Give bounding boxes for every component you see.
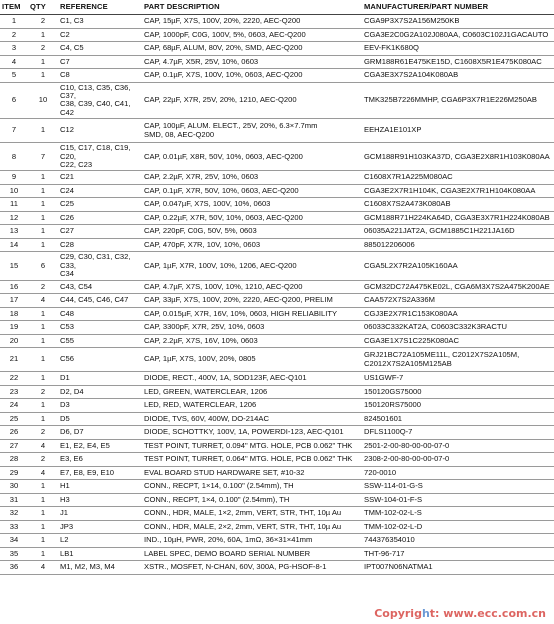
manufacturer-part-cell: 2308-2-00-80-00-00-07-0 — [362, 453, 554, 467]
qty-cell: 1 — [28, 493, 58, 507]
manufacturer-part-cell: US1GWF-7 — [362, 372, 554, 386]
item-cell: 5 — [0, 69, 28, 83]
item-cell: 15 — [0, 252, 28, 280]
table-row — [0, 547, 554, 561]
qty-cell: 4 — [28, 439, 58, 453]
bom-body — [0, 15, 554, 575]
part-description-cell: DIODE, RECT., 400V, 1A, SOD123F, AEC-Q101 — [142, 372, 362, 386]
table-row — [0, 321, 554, 335]
qty-cell: 10 — [28, 82, 58, 119]
reference-cell: D5 — [58, 412, 142, 426]
table-row — [0, 466, 554, 480]
item-cell: 9 — [0, 171, 28, 185]
reference-cell: C21 — [58, 171, 142, 185]
part-description-cell: CONN., RECPT, 1×14, 0.100" (2.54mm), TH — [142, 480, 362, 494]
part-description-cell: TEST POINT, TURRET, 0.094" MTG. HOLE, PCB 0.062" THK — [142, 439, 362, 453]
qty-cell: 1 — [28, 307, 58, 321]
manufacturer-part-cell: C1608X7S2A473K080AB — [362, 198, 554, 212]
header-item: ITEM — [0, 0, 28, 15]
table-row — [0, 55, 554, 69]
part-description-cell: CAP, 2.2µF, X7S, 16V, 10%, 0603 — [142, 334, 362, 348]
reference-cell: JP3 — [58, 520, 142, 534]
item-cell: 6 — [0, 82, 28, 119]
part-description-cell: IND., 10µH, PWR, 20%, 60A, 1mΩ, 36×31×41mm — [142, 534, 362, 548]
reference-cell: C29, C30, C31, C32, C33, C34 — [58, 252, 142, 280]
qty-cell: 1 — [28, 321, 58, 335]
reference-cell: E1, E2, E4, E5 — [58, 439, 142, 453]
manufacturer-part-cell: CGJ3E2X7R1C153K080AA — [362, 307, 554, 321]
table-row — [0, 534, 554, 548]
manufacturer-part-cell: CAA572X7S2A336M — [362, 294, 554, 308]
part-description-cell: CAP, 1µF, X7R, 100V, 10%, 1206, AEC-Q200 — [142, 252, 362, 280]
manufacturer-part-cell: EEV-FK1K680Q — [362, 42, 554, 56]
part-description-cell: CAP, 0.047µF, X7S, 100V, 10%, 0603 — [142, 198, 362, 212]
manufacturer-part-cell: 06033C332KAT2A, C0603C332K3RACTU — [362, 321, 554, 335]
qty-cell: 1 — [28, 238, 58, 252]
manufacturer-part-cell: GCM188R91H103KA37D, CGA3E2X8R1H103K080AA — [362, 143, 554, 171]
part-description-cell: CAP, 1000pF, C0G, 100V, 5%, 0603, AEC-Q200 — [142, 28, 362, 42]
reference-cell: C25 — [58, 198, 142, 212]
reference-cell: C44, C45, C46, C47 — [58, 294, 142, 308]
table-row — [0, 211, 554, 225]
reference-cell: C12 — [58, 119, 142, 143]
qty-cell: 4 — [28, 294, 58, 308]
qty-cell: 2 — [28, 15, 58, 29]
part-description-cell: CONN., HDR, MALE, 1×2, 2mm, VERT, STR, THT, 10µ Au — [142, 507, 362, 521]
table-row — [0, 143, 554, 171]
table-row — [0, 307, 554, 321]
qty-cell: 1 — [28, 198, 58, 212]
manufacturer-part-cell: THT-96-717 — [362, 547, 554, 561]
part-description-cell: DIODE, SCHOTTKY, 100V, 1A, POWERDI-123, AEC-Q101 — [142, 426, 362, 440]
item-cell: 36 — [0, 561, 28, 575]
qty-cell: 7 — [28, 143, 58, 171]
table-row — [0, 520, 554, 534]
reference-cell: D3 — [58, 399, 142, 413]
item-cell: 14 — [0, 238, 28, 252]
table-row — [0, 507, 554, 521]
qty-cell: 1 — [28, 412, 58, 426]
reference-cell: C43, C54 — [58, 280, 142, 294]
manufacturer-part-cell: 150120RS75000 — [362, 399, 554, 413]
qty-cell: 1 — [28, 480, 58, 494]
item-cell: 17 — [0, 294, 28, 308]
part-description-cell: EVAL BOARD STUD HARDWARE SET, #10-32 — [142, 466, 362, 480]
item-cell: 2 — [0, 28, 28, 42]
reference-cell: C56 — [58, 348, 142, 372]
reference-cell: C24 — [58, 184, 142, 198]
item-cell: 33 — [0, 520, 28, 534]
table-row — [0, 15, 554, 29]
table-row — [0, 453, 554, 467]
watermark-text-right: t: www.ecc.com.cn — [429, 607, 546, 620]
item-cell: 1 — [0, 15, 28, 29]
part-description-cell: CAP, 0.1µF, X7R, 50V, 10%, 0603, AEC-Q200 — [142, 184, 362, 198]
part-description-cell: CAP, 33µF, X7S, 100V, 20%, 2220, AEC-Q200, PRELIM — [142, 294, 362, 308]
watermark-text-mid: h — [421, 607, 430, 620]
qty-cell: 2 — [28, 42, 58, 56]
manufacturer-part-cell: DFLS1100Q-7 — [362, 426, 554, 440]
item-cell: 10 — [0, 184, 28, 198]
item-cell: 19 — [0, 321, 28, 335]
reference-cell: C15, C17, C18, C19, C20, C22, C23 — [58, 143, 142, 171]
manufacturer-part-cell: 885012206006 — [362, 238, 554, 252]
manufacturer-part-cell: GCM32DC72A475KE02L, CGA6M3X7S2A475K200AE — [362, 280, 554, 294]
reference-cell: D2, D4 — [58, 385, 142, 399]
item-cell: 25 — [0, 412, 28, 426]
manufacturer-part-cell: 06035A221JAT2A, GCM1885C1H221JA16D — [362, 225, 554, 239]
watermark-text-left: Copyrig — [374, 607, 422, 620]
item-cell: 16 — [0, 280, 28, 294]
qty-cell: 1 — [28, 211, 58, 225]
manufacturer-part-cell: CGA9P3X7S2A156M250KB — [362, 15, 554, 29]
item-cell: 11 — [0, 198, 28, 212]
reference-cell: C10, C13, C35, C36, C37, C38, C39, C40, C41, C42 — [58, 82, 142, 119]
header-part-description: PART DESCRIPTION — [142, 0, 362, 15]
part-description-cell: XSTR., MOSFET, N-CHAN, 60V, 300A, PG-HSOF-8-1 — [142, 561, 362, 575]
manufacturer-part-cell: CGA3E1X7S1C225K080AC — [362, 334, 554, 348]
item-cell: 13 — [0, 225, 28, 239]
table-row — [0, 184, 554, 198]
qty-cell: 1 — [28, 334, 58, 348]
part-description-cell: CAP, 3300pF, X7R, 25V, 10%, 0603 — [142, 321, 362, 335]
manufacturer-part-cell: SSW-104-01-F-S — [362, 493, 554, 507]
table-row — [0, 28, 554, 42]
reference-cell: C55 — [58, 334, 142, 348]
qty-cell: 4 — [28, 466, 58, 480]
part-description-cell: CAP, 0.22µF, X7R, 50V, 10%, 0603, AEC-Q200 — [142, 211, 362, 225]
part-description-cell: CAP, 2.2µF, X7R, 25V, 10%, 0603 — [142, 171, 362, 185]
table-row — [0, 171, 554, 185]
reference-cell: E3, E6 — [58, 453, 142, 467]
table-row — [0, 294, 554, 308]
reference-cell: H1 — [58, 480, 142, 494]
item-cell: 35 — [0, 547, 28, 561]
qty-cell: 1 — [28, 69, 58, 83]
reference-cell: C7 — [58, 55, 142, 69]
qty-cell: 2 — [28, 385, 58, 399]
header-qty: QTY — [28, 0, 58, 15]
table-row — [0, 238, 554, 252]
part-description-cell: CAP, 68µF, ALUM, 80V, 20%, SMD, AEC-Q200 — [142, 42, 362, 56]
reference-cell: C26 — [58, 211, 142, 225]
manufacturer-part-cell: 824501601 — [362, 412, 554, 426]
item-cell: 32 — [0, 507, 28, 521]
table-row — [0, 561, 554, 575]
manufacturer-part-cell: 744376354010 — [362, 534, 554, 548]
reference-cell: C28 — [58, 238, 142, 252]
part-description-cell: LED, GREEN, WATERCLEAR, 1206 — [142, 385, 362, 399]
reference-cell: C2 — [58, 28, 142, 42]
item-cell: 30 — [0, 480, 28, 494]
item-cell: 27 — [0, 439, 28, 453]
qty-cell: 1 — [28, 119, 58, 143]
item-cell: 34 — [0, 534, 28, 548]
part-description-cell: CAP, 4.7µF, X7S, 100V, 10%, 1210, AEC-Q200 — [142, 280, 362, 294]
reference-cell: C48 — [58, 307, 142, 321]
reference-cell: H3 — [58, 493, 142, 507]
manufacturer-part-cell: CGA5L2X7R2A105K160AA — [362, 252, 554, 280]
part-description-cell: DIODE, TVS, 60V, 400W, DO-214AC — [142, 412, 362, 426]
item-cell: 24 — [0, 399, 28, 413]
part-description-cell: CAP, 15µF, X7S, 100V, 20%, 2220, AEC-Q200 — [142, 15, 362, 29]
part-description-cell: CONN., RECPT, 1×4, 0.100" (2.54mm), TH — [142, 493, 362, 507]
item-cell: 23 — [0, 385, 28, 399]
table-row — [0, 399, 554, 413]
reference-cell: M1, M2, M3, M4 — [58, 561, 142, 575]
header-row — [0, 0, 554, 15]
table-row — [0, 439, 554, 453]
manufacturer-part-cell: 720-0010 — [362, 466, 554, 480]
qty-cell: 1 — [28, 520, 58, 534]
part-description-cell: TEST POINT, TURRET, 0.064" MTG. HOLE, PCB 0.062" THK — [142, 453, 362, 467]
item-cell: 29 — [0, 466, 28, 480]
table-row — [0, 426, 554, 440]
qty-cell: 1 — [28, 534, 58, 548]
manufacturer-part-cell: 2501-2-00-80-00-00-07-0 — [362, 439, 554, 453]
qty-cell: 2 — [28, 453, 58, 467]
qty-cell: 2 — [28, 426, 58, 440]
item-cell: 31 — [0, 493, 28, 507]
table-row — [0, 82, 554, 119]
part-description-cell: CAP, 0.015µF, X7R, 16V, 10%, 0603, HIGH RELIABILITY — [142, 307, 362, 321]
table-row — [0, 334, 554, 348]
item-cell: 18 — [0, 307, 28, 321]
table-row — [0, 198, 554, 212]
header-reference: REFERENCE — [58, 0, 142, 15]
table-row — [0, 69, 554, 83]
qty-cell: 1 — [28, 55, 58, 69]
qty-cell: 1 — [28, 184, 58, 198]
reference-cell: C53 — [58, 321, 142, 335]
qty-cell: 1 — [28, 372, 58, 386]
item-cell: 8 — [0, 143, 28, 171]
reference-cell: D1 — [58, 372, 142, 386]
manufacturer-part-cell: CGA3E3X7S2A104K080AB — [362, 69, 554, 83]
table-row — [0, 412, 554, 426]
table-row — [0, 280, 554, 294]
header-manufacturer: MANUFACTURER/PART NUMBER — [362, 0, 554, 15]
item-cell: 3 — [0, 42, 28, 56]
table-row — [0, 119, 554, 143]
table-row — [0, 225, 554, 239]
reference-cell: C8 — [58, 69, 142, 83]
qty-cell: 1 — [28, 507, 58, 521]
qty-cell: 4 — [28, 561, 58, 575]
manufacturer-part-cell: CGA3E2X7R1H104K, CGA3E2X7R1H104K080AA — [362, 184, 554, 198]
qty-cell: 1 — [28, 399, 58, 413]
qty-cell: 1 — [28, 547, 58, 561]
part-description-cell: CAP, 220pF, C0G, 50V, 5%, 0603 — [142, 225, 362, 239]
part-description-cell: CAP, 0.1µF, X7S, 100V, 10%, 0603, AEC-Q200 — [142, 69, 362, 83]
reference-cell: C27 — [58, 225, 142, 239]
item-cell: 7 — [0, 119, 28, 143]
table-row — [0, 480, 554, 494]
item-cell: 4 — [0, 55, 28, 69]
manufacturer-part-cell: TMM-102-02-L-S — [362, 507, 554, 521]
manufacturer-part-cell: TMK325B7226MMHP, CGA6P3X7R1E226M250AB — [362, 82, 554, 119]
manufacturer-part-cell: CGA3E2C0G2A102J080AA, C0603C102J1GACAUTO — [362, 28, 554, 42]
reference-cell: L2 — [58, 534, 142, 548]
part-description-cell: CAP, 4.7µF, X5R, 25V, 10%, 0603 — [142, 55, 362, 69]
manufacturer-part-cell: IPT007N06NATMA1 — [362, 561, 554, 575]
part-description-cell: CAP, 470pF, X7R, 10V, 10%, 0603 — [142, 238, 362, 252]
item-cell: 26 — [0, 426, 28, 440]
manufacturer-part-cell: GRM188R61E475KE15D, C1608X5R1E475K080AC — [362, 55, 554, 69]
manufacturer-part-cell: GCM188R71H224KA64D, CGA3E3X7R1H224K080AB — [362, 211, 554, 225]
item-cell: 12 — [0, 211, 28, 225]
reference-cell: J1 — [58, 507, 142, 521]
part-description-cell: CAP, 1µF, X7S, 100V, 20%, 0805 — [142, 348, 362, 372]
qty-cell: 1 — [28, 225, 58, 239]
manufacturer-part-cell: GRJ21BC72A105ME11L, C2012X7S2A105M, C2012X7S2A105M125AB — [362, 348, 554, 372]
manufacturer-part-cell: TMM-102-02-L-D — [362, 520, 554, 534]
manufacturer-part-cell: 150120GS75000 — [362, 385, 554, 399]
reference-cell: C1, C3 — [58, 15, 142, 29]
reference-cell: D6, D7 — [58, 426, 142, 440]
item-cell: 21 — [0, 348, 28, 372]
table-row — [0, 252, 554, 280]
part-description-cell: CAP, 100µF, ALUM. ELECT., 25V, 20%, 6.3×7.7mm SMD, 08, AEC-Q200 — [142, 119, 362, 143]
part-description-cell: CAP, 22µF, X7R, 25V, 20%, 1210, AEC-Q200 — [142, 82, 362, 119]
table-row — [0, 493, 554, 507]
reference-cell: LB1 — [58, 547, 142, 561]
reference-cell: C4, C5 — [58, 42, 142, 56]
item-cell: 20 — [0, 334, 28, 348]
manufacturer-part-cell: EEHZA1E101XP — [362, 119, 554, 143]
table-row — [0, 372, 554, 386]
reference-cell: E7, E8, E9, E10 — [58, 466, 142, 480]
table-row — [0, 348, 554, 372]
qty-cell: 6 — [28, 252, 58, 280]
qty-cell: 1 — [28, 28, 58, 42]
part-description-cell: CAP, 0.01µF, X8R, 50V, 10%, 0603, AEC-Q200 — [142, 143, 362, 171]
item-cell: 28 — [0, 453, 28, 467]
part-description-cell: LABEL SPEC, DEMO BOARD SERIAL NUMBER — [142, 547, 362, 561]
table-row — [0, 385, 554, 399]
item-cell: 22 — [0, 372, 28, 386]
qty-cell: 1 — [28, 171, 58, 185]
part-description-cell: CONN., HDR, MALE, 2×2, 2mm, VERT, STR, THT, 10µ Au — [142, 520, 362, 534]
qty-cell: 1 — [28, 348, 58, 372]
part-description-cell: LED, RED, WATERCLEAR, 1206 — [142, 399, 362, 413]
table-row — [0, 42, 554, 56]
manufacturer-part-cell: C1608X7R1A225M080AC — [362, 171, 554, 185]
manufacturer-part-cell: SSW-114-01-G-S — [362, 480, 554, 494]
qty-cell: 2 — [28, 280, 58, 294]
copyright-watermark — [372, 607, 548, 620]
